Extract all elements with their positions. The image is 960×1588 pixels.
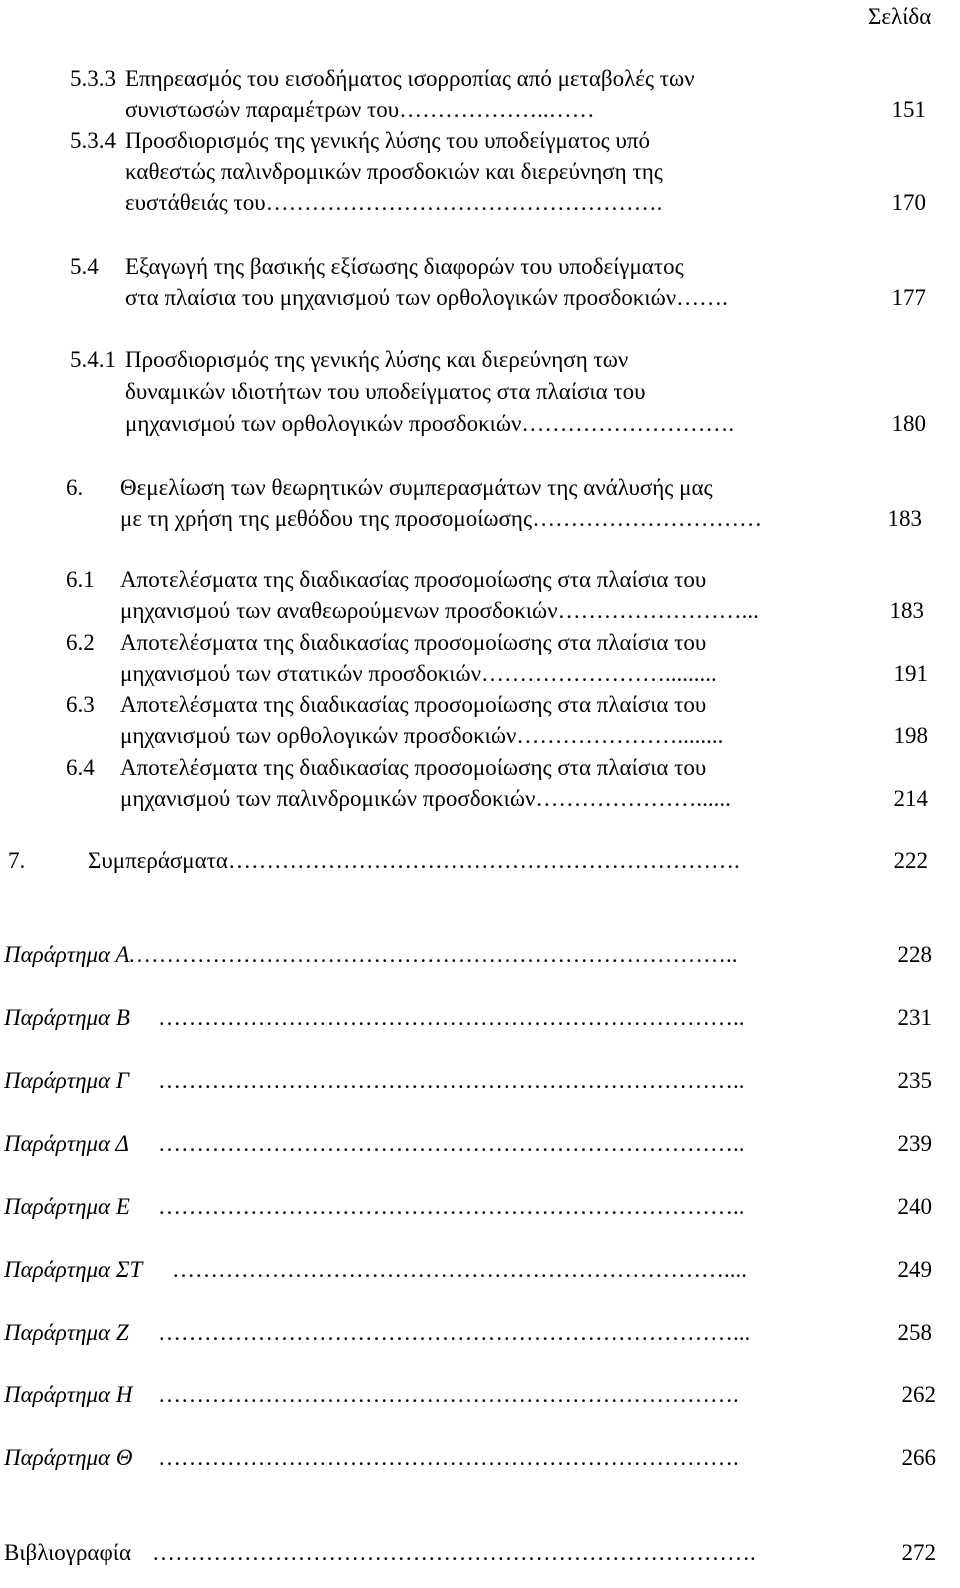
appendix-leader-dots: ………………………………………………………………….. [158, 1194, 745, 1219]
toc-number: 7. [8, 848, 26, 873]
appendix-label: Παράρτημα Δ [4, 1131, 129, 1156]
appendix-leader-dots: …………………………………………………………………. [158, 1382, 739, 1407]
appendix-page-number: 235 [897, 1068, 932, 1093]
toc-page-number: 214 [893, 786, 928, 811]
toc-title-line: Προσδιορισμός της γενικής λύσης του υποδείγματος υπό [125, 128, 651, 153]
toc-number: 6.3 [66, 692, 95, 717]
appendix-page-number: 239 [897, 1131, 932, 1156]
toc-number: 6.2 [66, 630, 95, 655]
toc-title-line: μηχανισμού των ορθολογικών προσδοκιών………………………. [125, 411, 735, 436]
appendix-page-number: 266 [901, 1445, 936, 1470]
toc-title-line: Αποτελέσματα της διαδικασίας προσομοίωσης στα πλαίσια του [120, 567, 707, 592]
appendix-page-number: 231 [897, 1005, 932, 1030]
toc-title-line: Αποτελέσματα της διαδικασίας προσομοίωσης στα πλαίσια του [120, 692, 707, 717]
toc-title-line: Επηρεασμός του εισοδήματος ισορροπίας από μεταβολές των [125, 66, 695, 91]
toc-page-number: 183 [889, 598, 924, 623]
toc-number: 5.3.4 [70, 128, 116, 153]
toc-number: 6. [66, 475, 84, 500]
toc-title-line: καθεστώς παλινδρομικών προσδοκιών και διερεύνηση της [125, 159, 663, 184]
toc-title-line: μηχανισμού των ορθολογικών προσδοκιών…………………........ [120, 723, 724, 748]
toc-number: 6.1 [66, 567, 95, 592]
toc-title-line: Προσδιορισμός της γενικής λύσης και διερεύνηση των [125, 347, 629, 372]
appendix-label: Παράρτημα Γ [4, 1068, 129, 1093]
appendix-leader-dots: …………………………………………………………………... [158, 1320, 751, 1345]
bibliography-label: Βιβλιογραφία [4, 1540, 131, 1565]
appendix-label: Παράρτημα Θ [4, 1445, 133, 1470]
appendix-leader-dots: ………………………………………………………………….. [158, 1005, 745, 1030]
toc-title-line: μηχανισμού των παλινδρομικών προσδοκιών…………………...... [120, 786, 731, 811]
appendix-label: Παράρτημα ΣΤ [4, 1257, 143, 1282]
toc-number: 5.3.3 [70, 66, 116, 91]
appendix-leader-dots: …………………………………………………………………….. [128, 942, 738, 967]
appendix-page-number: 249 [897, 1257, 932, 1282]
appendix-label: Παράρτημα Ζ [4, 1320, 129, 1345]
toc-number: 6.4 [66, 755, 95, 780]
toc-page-number: 177 [891, 285, 926, 310]
toc-page-number: 191 [893, 661, 928, 686]
appendix-label: Παράρτημα Α [4, 942, 130, 967]
appendix-page-number: 240 [897, 1194, 932, 1219]
appendix-label: Παράρτημα Ε [4, 1194, 130, 1219]
toc-title-line: με τη χρήση της μεθόδου της προσομοίωσης………………………… [120, 506, 763, 531]
toc-number: 5.4.1 [70, 347, 116, 372]
toc-title-line: Εξαγωγή της βασικής εξίσωσης διαφορών του υποδείγματος [125, 254, 684, 279]
toc-page-number: 222 [893, 848, 928, 873]
toc-page-number: 180 [891, 411, 926, 436]
bibliography-leader-dots: ……………………………………………………………………. [152, 1540, 756, 1565]
appendix-leader-dots: ……………………………………………………………….... [172, 1257, 747, 1282]
toc-title-line: στα πλαίσια του μηχανισμού των ορθολογικών προσδοκιών……. [125, 285, 728, 310]
toc-title-line: Αποτελέσματα της διαδικασίας προσομοίωσης στα πλαίσια του [120, 630, 707, 655]
toc-page-number: 151 [891, 97, 926, 122]
toc-title-line: ευστάθειάς του……………………………………………. [125, 190, 663, 215]
toc-page-number: 170 [891, 190, 926, 215]
appendix-page-number: 262 [901, 1382, 936, 1407]
toc-title-line: Θεμελίωση των θεωρητικών συμπερασμάτων της ανάλυσής μας [120, 475, 713, 500]
appendix-label: Παράρτημα Η [4, 1382, 133, 1407]
appendix-leader-dots: ………………………………………………………………….. [158, 1131, 745, 1156]
bibliography-page-number: 272 [901, 1540, 936, 1565]
appendix-page-number: 228 [897, 942, 932, 967]
toc-title-line: συνιστωσών παραμέτρων του………………..…… [125, 97, 595, 122]
appendix-page-number: 258 [897, 1320, 932, 1345]
toc-title-line: δυναμικών ιδιοτήτων του υποδείγματος στα πλαίσια του [125, 379, 646, 404]
toc-title-line: μηχανισμού των αναθεωρούμενων προσδοκιών……………………... [120, 598, 759, 623]
toc-title-line: Συμπεράσματα…………………………………………………………. [88, 848, 740, 873]
toc-page-number: 198 [893, 723, 928, 748]
page-column-header: Σελίδα [868, 4, 932, 29]
appendix-leader-dots: …………………………………………………………………. [158, 1445, 739, 1470]
toc-number: 5.4 [70, 254, 99, 279]
appendix-label: Παράρτημα Β [4, 1005, 130, 1030]
toc-title-line: Αποτελέσματα της διαδικασίας προσομοίωσης στα πλαίσια του [120, 755, 707, 780]
appendix-leader-dots: ………………………………………………………………….. [158, 1068, 745, 1093]
toc-page-number: 183 [887, 506, 922, 531]
toc-title-line: μηχανισμού των στατικών προσδοκιών……………………......... [120, 661, 717, 686]
